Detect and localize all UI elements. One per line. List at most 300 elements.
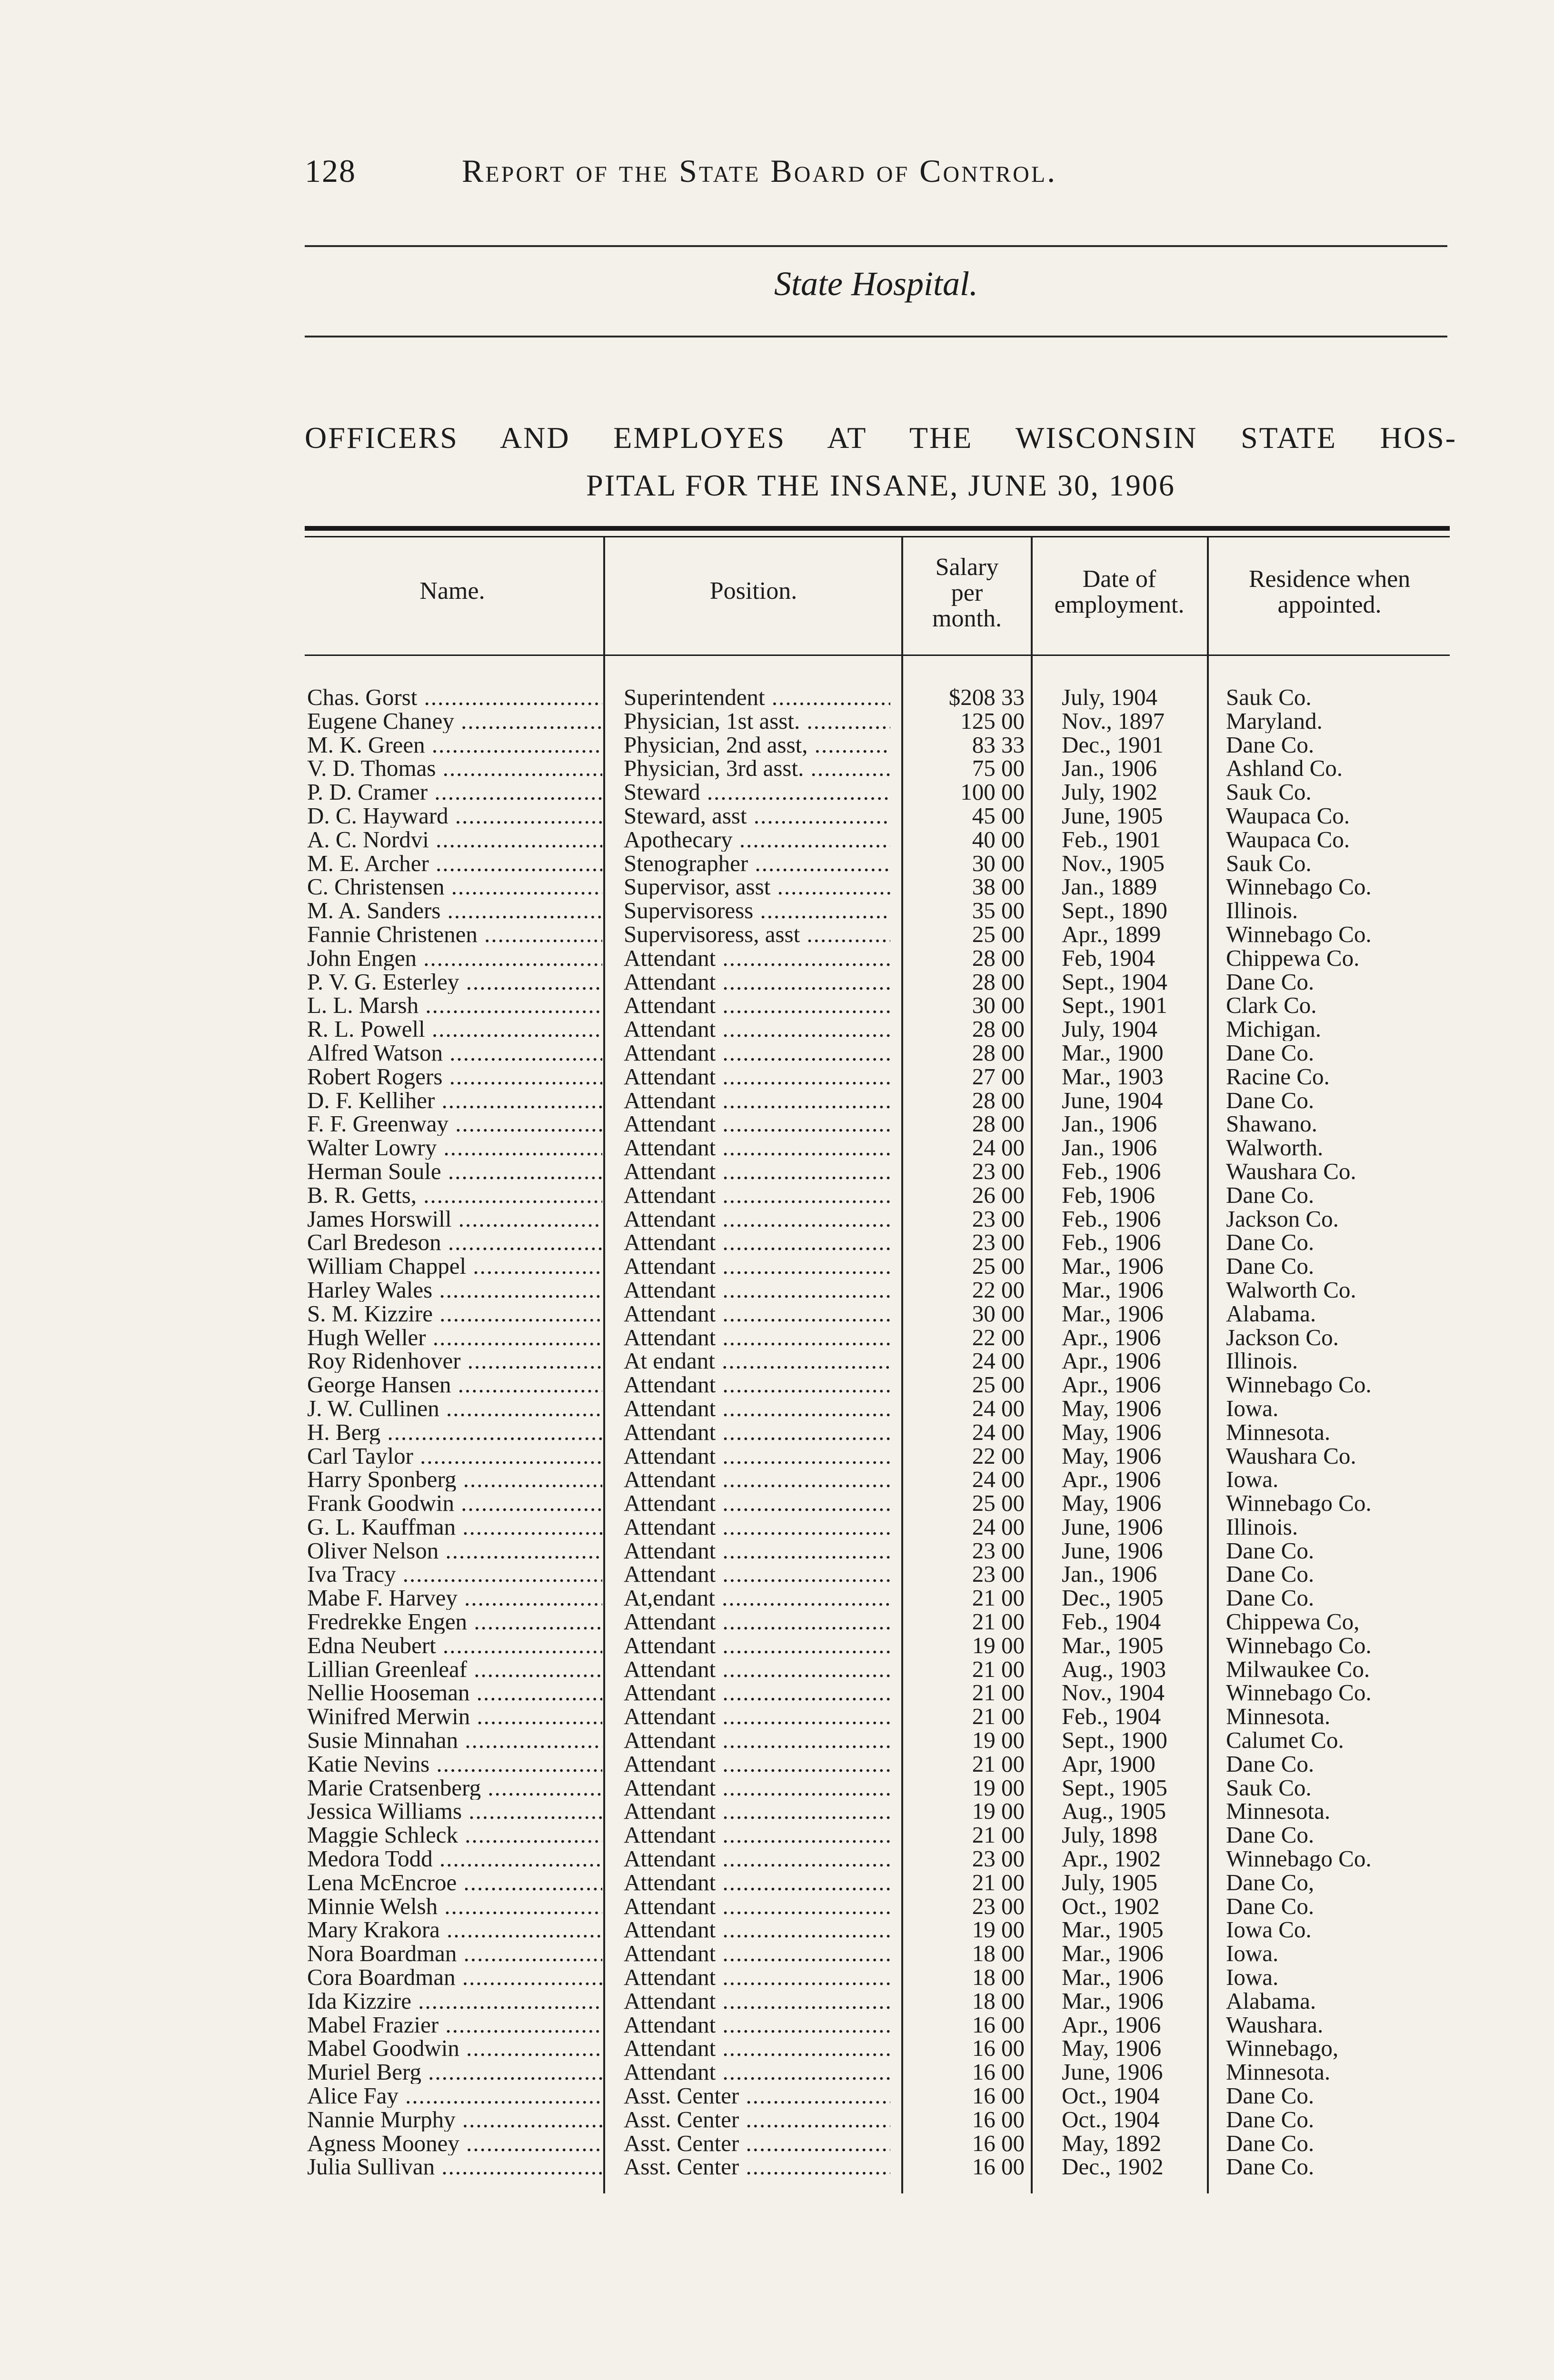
- employee-name: [307, 1705, 602, 1728]
- employee-position-text: Attendant .....: [624, 1942, 890, 1965]
- salary-per-month: 16 00: [972, 2107, 1025, 2132]
- employee-position: [624, 1539, 890, 1563]
- residence-when-appointed: Waushara.: [1226, 2013, 1324, 2037]
- employee-name-text: M. K. Green .....: [307, 733, 602, 757]
- employee-name: [307, 1871, 602, 1894]
- table-row: [307, 709, 1459, 733]
- table-row: [307, 780, 1459, 804]
- employee-name: [307, 2060, 602, 2084]
- employee-position: [624, 1752, 890, 1776]
- employee-position: [624, 1515, 890, 1539]
- employee-position-text: Supervisoress, asst .....: [624, 922, 890, 946]
- employee-name: [307, 1065, 602, 1089]
- employee-position: [624, 1894, 890, 1918]
- table-row: [307, 1965, 1459, 1989]
- table-row: [307, 970, 1459, 994]
- divider-bottom: [305, 336, 1447, 337]
- salary-per-month: 125 00: [960, 709, 1025, 733]
- date-of-employment: Nov., 1905: [1062, 851, 1165, 875]
- salary-per-month: 30 00: [972, 993, 1025, 1018]
- employee-position-text: Stenographer .....: [624, 852, 890, 875]
- table-top-thin-rule: [305, 536, 1450, 537]
- employee-position: [624, 1254, 890, 1278]
- employee-position: [624, 1373, 890, 1397]
- salary-per-month: 18 00: [972, 1942, 1025, 1966]
- employee-name-text: Nellie Hooseman .....: [307, 1681, 602, 1705]
- employee-name: [307, 1728, 602, 1752]
- divider-top: [305, 245, 1447, 247]
- employee-position: [624, 1657, 890, 1681]
- employee-name-text: Nora Boardman .....: [307, 1942, 602, 1965]
- table-row: [307, 1989, 1459, 2013]
- table-row: [307, 1752, 1459, 1776]
- employee-name: [307, 1207, 602, 1231]
- employee-name: [307, 922, 602, 946]
- residence-when-appointed: Dane Co.: [1226, 1586, 1315, 1610]
- employee-name: [307, 756, 602, 780]
- salary-per-month: 23 00: [972, 1207, 1025, 1231]
- employee-name-text: C. Christensen .....: [307, 875, 602, 899]
- employee-name: [307, 733, 602, 757]
- employee-position: [624, 1017, 890, 1041]
- employee-position-text: Attendant .....: [624, 1017, 890, 1041]
- salary-per-month: 27 00: [972, 1064, 1025, 1089]
- employee-name: [307, 2036, 602, 2060]
- salary-per-month: 22 00: [972, 1444, 1025, 1468]
- salary-per-month: 24 00: [972, 1515, 1025, 1539]
- employee-position-text: Attendant .....: [624, 1444, 890, 1468]
- date-of-employment: Apr., 1906: [1062, 1468, 1161, 1492]
- date-of-employment: May, 1906: [1062, 2036, 1162, 2061]
- residence-when-appointed: Waushara Co.: [1226, 1444, 1356, 1468]
- salary-per-month: 19 00: [972, 1799, 1025, 1824]
- employee-position-text: Attendant .....: [624, 1207, 890, 1231]
- employee-name-text: Mabe F. Harvey .....: [307, 1586, 602, 1610]
- date-of-employment: July, 1905: [1062, 1870, 1158, 1894]
- residence-when-appointed: Calumet Co.: [1226, 1728, 1344, 1753]
- employee-position: [624, 946, 890, 970]
- employee-name-text: M. A. Sanders .....: [307, 899, 602, 922]
- employee-position: [624, 1942, 890, 1965]
- employee-name: [307, 2108, 602, 2132]
- section-title: State Hospital.: [774, 265, 978, 303]
- salary-per-month: 21 00: [972, 1681, 1025, 1705]
- report-title: Report of the State Board of Control.: [462, 153, 1057, 189]
- employee-position-text: Asst. Center .....: [624, 2132, 890, 2155]
- employee-position-text: Attendant .....: [624, 946, 890, 970]
- heading-line-2: PITAL FOR THE INSANE, JUNE 30, 1906: [586, 468, 1175, 502]
- table-row: [307, 1942, 1459, 1965]
- salary-per-month: 19 00: [972, 1633, 1025, 1657]
- employee-position: [624, 1349, 890, 1373]
- employee-position-text: Attendant .....: [624, 1657, 890, 1681]
- employee-position-text: Attendant .....: [624, 1799, 890, 1823]
- employee-position-text: Attendant .....: [624, 2060, 890, 2084]
- employee-position-text: Attendant .....: [624, 1254, 890, 1278]
- residence-when-appointed: Waushara Co.: [1226, 1159, 1356, 1183]
- employee-name: [307, 1160, 602, 1183]
- salary-per-month: 19 00: [972, 1775, 1025, 1800]
- date-of-employment: Feb., 1904: [1062, 1610, 1161, 1634]
- employee-name: [307, 1183, 602, 1207]
- column-header-position-label: Position.: [709, 577, 797, 605]
- employee-name-text: P. V. G. Esterley .....: [307, 970, 602, 994]
- salary-per-month: 21 00: [972, 1586, 1025, 1610]
- residence-when-appointed: Illinois.: [1226, 1349, 1298, 1373]
- employee-position-text: Attendant .....: [624, 2036, 890, 2060]
- employee-name: [307, 828, 602, 852]
- residence-when-appointed: Dane Co.: [1226, 1230, 1315, 1255]
- employee-position-text: Attendant .....: [624, 1373, 890, 1397]
- employee-name-text: Katie Nevins .....: [307, 1752, 602, 1776]
- employee-position-text: Attendant .....: [624, 1752, 890, 1776]
- employee-position-text: Attendant .....: [624, 993, 890, 1017]
- table-row: [307, 1728, 1459, 1752]
- employee-position: [624, 2132, 890, 2155]
- date-of-employment: Sept., 1905: [1062, 1775, 1167, 1800]
- date-of-employment: Aug., 1903: [1062, 1657, 1166, 1681]
- employee-name-text: Herman Soule .....: [307, 1160, 602, 1183]
- residence-when-appointed: Chippewa Co.: [1226, 946, 1360, 970]
- employee-name: [307, 1136, 602, 1160]
- employee-name: [307, 1965, 602, 1989]
- employee-name: [307, 1420, 602, 1444]
- residence-when-appointed: Illinois.: [1226, 899, 1298, 923]
- employee-position-text: Supervisoress .....: [624, 899, 890, 922]
- date-of-employment: Feb., 1904: [1062, 1705, 1161, 1729]
- salary-per-month: 16 00: [972, 2060, 1025, 2084]
- salary-per-month: 24 00: [972, 1420, 1025, 1444]
- date-of-employment: Mar., 1906: [1062, 1254, 1164, 1279]
- employee-position: [624, 685, 890, 709]
- salary-per-month: 100 00: [960, 780, 1025, 804]
- table-row: [307, 1444, 1459, 1468]
- employee-name: [307, 804, 602, 828]
- residence-when-appointed: Winnebago Co.: [1226, 1847, 1372, 1871]
- employee-name: [307, 1254, 602, 1278]
- employee-name: [307, 1586, 602, 1610]
- employee-position: [624, 2013, 890, 2037]
- residence-when-appointed: Illinois.: [1226, 1515, 1298, 1539]
- employee-name-text: Jessica Williams .....: [307, 1799, 602, 1823]
- employee-position-text: Attendant .....: [624, 1894, 890, 1918]
- residence-when-appointed: Iowa.: [1226, 1965, 1279, 1990]
- salary-per-month: 26 00: [972, 1183, 1025, 1207]
- residence-when-appointed: Ashland Co.: [1226, 756, 1343, 781]
- employee-name: [307, 1823, 602, 1847]
- table-row: [307, 1017, 1459, 1041]
- employee-name: [307, 1302, 602, 1326]
- table-row: [307, 1349, 1459, 1373]
- residence-when-appointed: Winnebago Co.: [1226, 1491, 1372, 1516]
- table-row: [307, 1112, 1459, 1136]
- salary-per-month: 16 00: [972, 2013, 1025, 2037]
- table-row: [307, 2084, 1459, 2108]
- residence-when-appointed: Walworth Co.: [1226, 1278, 1356, 1302]
- residence-when-appointed: Dane Co.: [1226, 1538, 1315, 1563]
- table-row: [307, 1562, 1459, 1586]
- employee-name-text: Harry Sponberg .....: [307, 1468, 602, 1491]
- column-header-date: [1033, 566, 1205, 618]
- column-header-residence-line: Residence when: [1248, 565, 1411, 593]
- salary-per-month: 28 00: [972, 1112, 1025, 1136]
- table-row: [307, 1326, 1459, 1349]
- employee-name-text: William Chappel .....: [307, 1254, 602, 1278]
- employee-position-text: Asst. Center .....: [624, 2155, 890, 2179]
- residence-when-appointed: Minnesota.: [1226, 2060, 1331, 2084]
- employee-name: [307, 1610, 602, 1634]
- employee-name-text: Hugh Weller .....: [307, 1326, 602, 1349]
- employee-position-text: Steward .....: [624, 780, 890, 804]
- employee-position-text: Attendant .....: [624, 1468, 890, 1491]
- table-row: [307, 1160, 1459, 1183]
- salary-per-month: 19 00: [972, 1918, 1025, 1942]
- employee-name-text: Muriel Berg .....: [307, 2060, 602, 2084]
- table-row: [307, 1089, 1459, 1112]
- salary-per-month: 45 00: [972, 803, 1025, 828]
- residence-when-appointed: Minnesota.: [1226, 1420, 1331, 1444]
- employee-name-text: P. D. Cramer .....: [307, 780, 602, 804]
- employee-name-text: Lena McEncroe .....: [307, 1871, 602, 1894]
- employee-position-text: Attendant .....: [624, 1420, 890, 1444]
- date-of-employment: Oct., 1904: [1062, 2084, 1160, 2108]
- employee-position: [624, 1207, 890, 1231]
- date-of-employment: May, 1906: [1062, 1444, 1162, 1468]
- employee-position-text: Attendant .....: [624, 1112, 890, 1136]
- page-number: 128: [305, 153, 356, 189]
- employee-name: [307, 1373, 602, 1397]
- salary-per-month: 38 00: [972, 875, 1025, 899]
- table-row: [307, 756, 1459, 780]
- residence-when-appointed: Dane Co.: [1226, 733, 1315, 757]
- employee-name-text: George Hansen .....: [307, 1373, 602, 1397]
- table-row: [307, 1041, 1459, 1065]
- date-of-employment: Feb, 1904: [1062, 946, 1155, 970]
- residence-when-appointed: Dane Co.: [1226, 1752, 1315, 1776]
- residence-when-appointed: Winnebago Co.: [1226, 875, 1372, 899]
- residence-when-appointed: Winnebago Co.: [1226, 1373, 1372, 1397]
- employee-position: [624, 1326, 890, 1349]
- employee-name: [307, 709, 602, 733]
- employee-position: [624, 2155, 890, 2179]
- employee-name-text: Medora Todd .....: [307, 1847, 602, 1871]
- employee-name: [307, 1089, 602, 1112]
- employee-position: [624, 1278, 890, 1302]
- employee-name-text: Harley Wales .....: [307, 1278, 602, 1302]
- date-of-employment: Mar., 1905: [1062, 1633, 1164, 1657]
- employee-position: [624, 1728, 890, 1752]
- employee-name: [307, 1515, 602, 1539]
- date-of-employment: Apr., 1899: [1062, 922, 1161, 946]
- salary-per-month: 24 00: [972, 1396, 1025, 1420]
- employee-name-text: Susie Minnahan .....: [307, 1728, 602, 1752]
- employee-name-text: Frank Goodwin .....: [307, 1491, 602, 1515]
- employee-position-text: Attendant .....: [624, 1965, 890, 1989]
- employee-name: [307, 1562, 602, 1586]
- employee-position-text: Attendant .....: [624, 1041, 890, 1065]
- table-row: [307, 1302, 1459, 1326]
- table-header-rule: [305, 654, 1450, 656]
- table-row: [307, 2155, 1459, 2179]
- employee-position: [624, 1491, 890, 1515]
- employee-position-text: Steward, asst .....: [624, 804, 890, 828]
- table-row: [307, 1254, 1459, 1278]
- employee-position: [624, 2060, 890, 2084]
- table-body: [307, 685, 1459, 2179]
- residence-when-appointed: Dane Co.: [1226, 2084, 1315, 2108]
- employee-position-text: Attendant .....: [624, 1634, 890, 1657]
- salary-per-month: $208 33: [948, 685, 1025, 709]
- employee-position: [624, 1468, 890, 1491]
- employee-name-text: H. Berg .....: [307, 1420, 602, 1444]
- residence-when-appointed: Iowa.: [1226, 1468, 1279, 1492]
- employee-name: [307, 1230, 602, 1254]
- employee-position: [624, 1871, 890, 1894]
- table-row: [307, 1610, 1459, 1634]
- salary-per-month: 23 00: [972, 1538, 1025, 1563]
- employee-position-text: Attendant .....: [624, 1089, 890, 1112]
- employee-position-text: Attendant .....: [624, 1136, 890, 1160]
- date-of-employment: May, 1906: [1062, 1420, 1162, 1444]
- table-row: [307, 1894, 1459, 1918]
- table-row: [307, 1586, 1459, 1610]
- employee-name-text: J. W. Cullinen .....: [307, 1397, 602, 1420]
- date-of-employment: Feb., 1906: [1062, 1159, 1161, 1183]
- table-row: [307, 1657, 1459, 1681]
- table-row: [307, 1847, 1459, 1871]
- table-row: [307, 1705, 1459, 1728]
- table-row: [307, 685, 1459, 709]
- table-row: [307, 852, 1459, 875]
- date-of-employment: Dec., 1905: [1062, 1586, 1164, 1610]
- salary-per-month: 24 00: [972, 1468, 1025, 1492]
- date-of-employment: Oct., 1904: [1062, 2107, 1160, 2132]
- employee-name: [307, 1397, 602, 1420]
- employee-position-text: Attendant .....: [624, 1681, 890, 1705]
- employee-name: [307, 946, 602, 970]
- date-of-employment: Dec., 1902: [1062, 2155, 1164, 2179]
- employee-position: [624, 1705, 890, 1728]
- salary-per-month: 22 00: [972, 1325, 1025, 1349]
- employee-name: [307, 2084, 602, 2108]
- residence-when-appointed: Maryland.: [1226, 709, 1323, 733]
- employee-name-text: Cora Boardman .....: [307, 1965, 602, 1989]
- date-of-employment: June, 1905: [1062, 803, 1163, 828]
- residence-when-appointed: Walworth.: [1226, 1136, 1324, 1160]
- salary-per-month: 21 00: [972, 1705, 1025, 1729]
- employee-position: [624, 804, 890, 828]
- salary-per-month: 28 00: [972, 946, 1025, 970]
- employee-name: [307, 1894, 602, 1918]
- employee-position-text: Attendant .....: [624, 2013, 890, 2037]
- employee-position-text: Attendant .....: [624, 1278, 890, 1302]
- residence-when-appointed: Waupaca Co.: [1226, 803, 1350, 828]
- employee-position: [624, 1041, 890, 1065]
- employee-name: [307, 1468, 602, 1491]
- employee-position-text: Attendant .....: [624, 1610, 890, 1634]
- date-of-employment: June, 1904: [1062, 1088, 1163, 1112]
- employee-position: [624, 1420, 890, 1444]
- residence-when-appointed: Dane Co.: [1226, 970, 1315, 994]
- date-of-employment: May, 1906: [1062, 1396, 1162, 1420]
- employee-name-text: Edna Neubert .....: [307, 1634, 602, 1657]
- employee-name-text: Walter Lowry .....: [307, 1136, 602, 1160]
- date-of-employment: Feb., 1906: [1062, 1207, 1161, 1231]
- employee-name-text: D. F. Kelliher .....: [307, 1089, 602, 1112]
- salary-per-month: 75 00: [972, 756, 1025, 781]
- employee-position: [624, 1965, 890, 1989]
- date-of-employment: July, 1904: [1062, 685, 1158, 709]
- residence-when-appointed: Winnebago,: [1226, 2036, 1339, 2061]
- employee-position-text: Attendant .....: [624, 1302, 890, 1326]
- table-row: [307, 1183, 1459, 1207]
- employee-name: [307, 1681, 602, 1705]
- employee-name: [307, 2132, 602, 2155]
- employee-position: [624, 1681, 890, 1705]
- table-row: [307, 1230, 1459, 1254]
- employee-position-text: Attendant .....: [624, 1705, 890, 1728]
- table-row: [307, 2132, 1459, 2155]
- table-row: [307, 993, 1459, 1017]
- table-row: [307, 2013, 1459, 2037]
- employee-position-text: Attendant .....: [624, 1539, 890, 1563]
- residence-when-appointed: Dane Co.: [1226, 1894, 1315, 1918]
- table-row: [307, 1065, 1459, 1089]
- employee-position: [624, 1112, 890, 1136]
- employee-position: [624, 993, 890, 1017]
- employee-name: [307, 1041, 602, 1065]
- date-of-employment: Apr, 1900: [1062, 1752, 1156, 1776]
- employee-name-text: James Horswill .....: [307, 1207, 602, 1231]
- residence-when-appointed: Winnebago Co.: [1226, 1681, 1372, 1705]
- column-header-name-label: Name.: [419, 577, 485, 605]
- salary-per-month: 24 00: [972, 1136, 1025, 1160]
- employee-name-text: S. M. Kizzire .....: [307, 1302, 602, 1326]
- table-top-rule: [305, 526, 1450, 531]
- residence-when-appointed: Sauk Co.: [1226, 780, 1312, 804]
- employee-name-text: Robert Rogers .....: [307, 1065, 602, 1089]
- table-row: [307, 1373, 1459, 1397]
- employee-position-text: Asst. Center .....: [624, 2084, 890, 2108]
- employee-name: [307, 1326, 602, 1349]
- column-header-residence: [1209, 566, 1450, 618]
- employee-name-text: F. F. Greenway .....: [307, 1112, 602, 1136]
- residence-when-appointed: Dane Co.: [1226, 1183, 1315, 1207]
- salary-per-month: 16 00: [972, 2155, 1025, 2179]
- employee-position: [624, 1918, 890, 1942]
- date-of-employment: May, 1906: [1062, 1491, 1162, 1516]
- employee-name-text: Carl Taylor .....: [307, 1444, 602, 1468]
- employee-position-text: Attendant .....: [624, 1065, 890, 1089]
- employee-position-text: Attendant .....: [624, 1562, 890, 1586]
- employee-name: [307, 1799, 602, 1823]
- employee-position: [624, 756, 890, 780]
- employee-name-text: V. D. Thomas .....: [307, 756, 602, 780]
- date-of-employment: Jan., 1906: [1062, 1136, 1157, 1160]
- employee-position-text: Attendant .....: [624, 1871, 890, 1894]
- residence-when-appointed: Sauk Co.: [1226, 1775, 1312, 1800]
- employee-name: [307, 2013, 602, 2037]
- employee-name-text: Fredrekke Engen .....: [307, 1610, 602, 1634]
- employee-position: [624, 1634, 890, 1657]
- employee-position-text: Physician, 1st asst. .....: [624, 709, 890, 733]
- employee-position: [624, 1610, 890, 1634]
- employee-name-text: Maggie Schleck .....: [307, 1823, 602, 1847]
- employee-position: [624, 1823, 890, 1847]
- salary-per-month: 19 00: [972, 1728, 1025, 1753]
- column-header-salary-line: per: [951, 579, 983, 606]
- salary-per-month: 18 00: [972, 1965, 1025, 1990]
